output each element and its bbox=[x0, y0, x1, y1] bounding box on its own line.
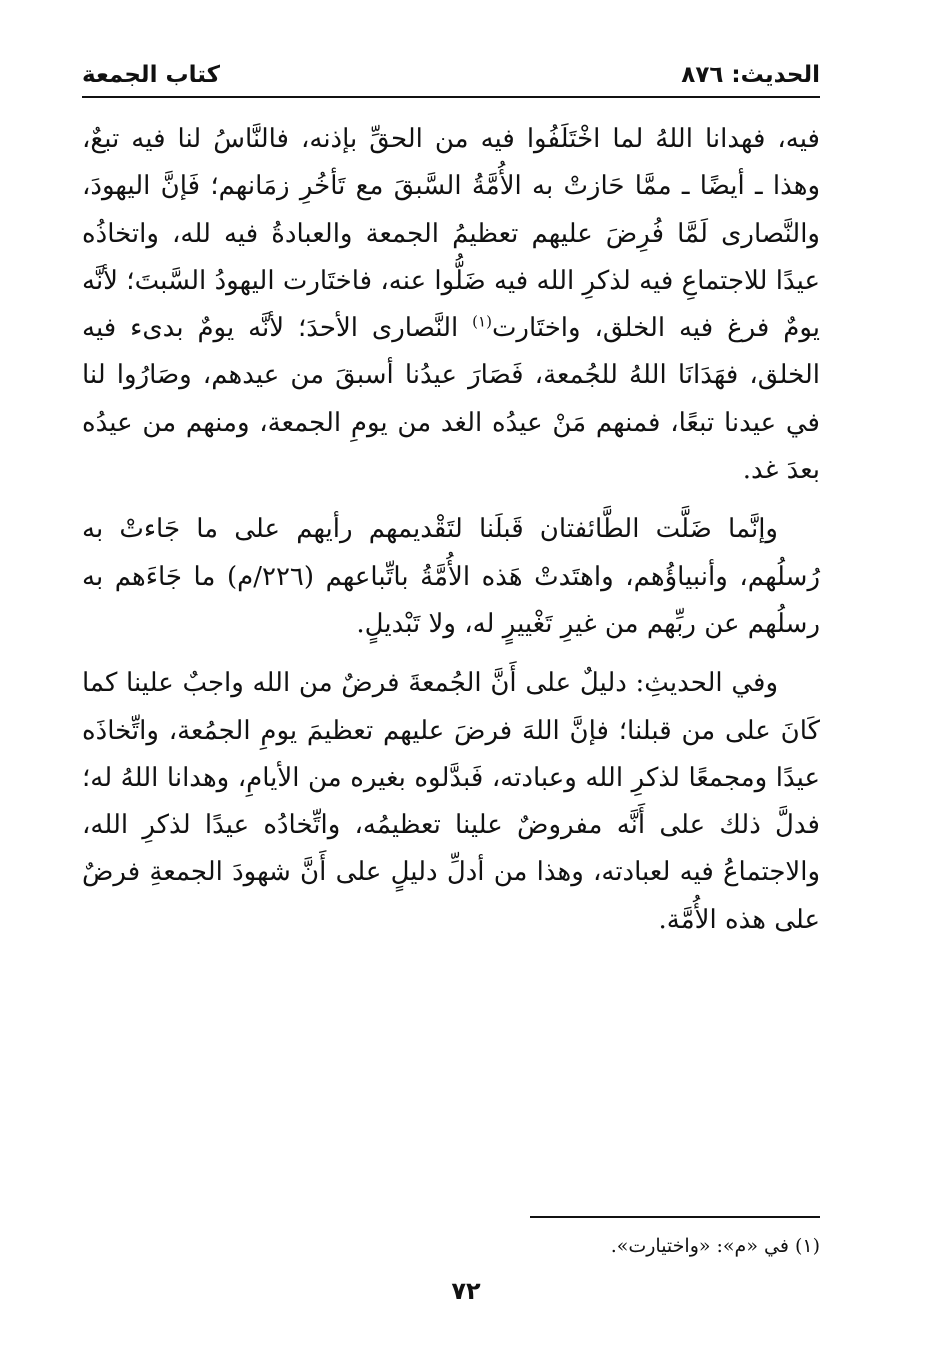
footnote-divider bbox=[530, 1216, 820, 1218]
paragraph-2: وإنَّما ضَلَّت الطَّائفتان قَبلَنا لتَقْديمهم رأيهم على ما جَاءتْ به رُسلُهم، وأنبياؤُهم، واهتَدتْ هَذه الأُمَّةُ باتِّباعهم (٢٢٦/م) ما جَاءَهم به رسلُهم عن ربِّهم من غيرِ تَغْييرٍ له، ولا تَبْديلٍ. bbox=[82, 514, 820, 639]
paragraph-1-part-2: النَّصارى الأحدَ؛ لأنَّه يومٌ بدىء فيه الخلق، فهَدَانَا اللهُ للجُمعة، فَصَارَ عيدُنا أسبقَ من عيدهم، وصَارُوا لنا في عيدنا تبعًا، فمنهم مَنْ عيدُه الغد من يومِ الجمعة، ومنهم من عيدُه بعدَ غد. bbox=[82, 313, 820, 486]
header-divider bbox=[82, 96, 820, 98]
paragraph-1-part-1: فيه، فهدانا اللهُ لما اخْتَلَفُوا فيه من الحقِّ بإذنه، فالنَّاسُ لنا فيه تبعٌ، وهذا ـ أيضًا ـ ممَّا حَازتْ به الأُمَّةُ السَّبقَ مع تَأخُرِ زمَانهم؛ فَإنَّ اليهودَ، والنَّصارى لَمَّا فُرِضَ عليهم تعظيمُ الجمعة والعبادةُ فيه لله، واتخاذُه عيدًا للاجتماعِ فيه لذكرِ الله فيه ضَلُّوا عنه، فاختَارت اليهودُ السَّبتَ؛ لأنَّه يومٌ فرغ فيه الخلق، واختَارت bbox=[82, 124, 821, 344]
footnote: (١) في «م»: «واختيارت». bbox=[610, 1235, 820, 1257]
page-header bbox=[82, 60, 820, 102]
book-title: كتاب الجمعة bbox=[82, 62, 220, 88]
paragraph-3: وفي الحديثِ: دليلٌ على أَنَّ الجُمعةَ فرضٌ من الله واجبٌ علينا كما كَانَ على من قبلنا؛ فإنَّ اللهَ فرضَ عليهم تعظيمَ يومِ الجمُعة، واتِّخاذَه عيدًا ومجمعًا لذكرِ الله وعبادته، فَبدَّلوه بغيره من الأيامِ، وهدانا اللهُ له؛ فدلَّ ذلك على أَنَّه مفروضٌ علينا تعظيمُه، واتِّخادُه عيدًا لذكرِ الله، والاجتماعُ فيه لعبادته، وهذا من أدلِّ دليلٍ على أَنَّ شهودَ الجمعةِ فرضٌ على هذه الأُمَّة. bbox=[82, 668, 820, 935]
hadith-number-label: الحديث: ٨٧٦ bbox=[681, 62, 820, 88]
footnote-marker: (١) bbox=[472, 312, 492, 331]
page-number: ٧٢ bbox=[451, 1277, 481, 1305]
paragraph-1 bbox=[82, 116, 820, 494]
main-text bbox=[82, 116, 820, 944]
